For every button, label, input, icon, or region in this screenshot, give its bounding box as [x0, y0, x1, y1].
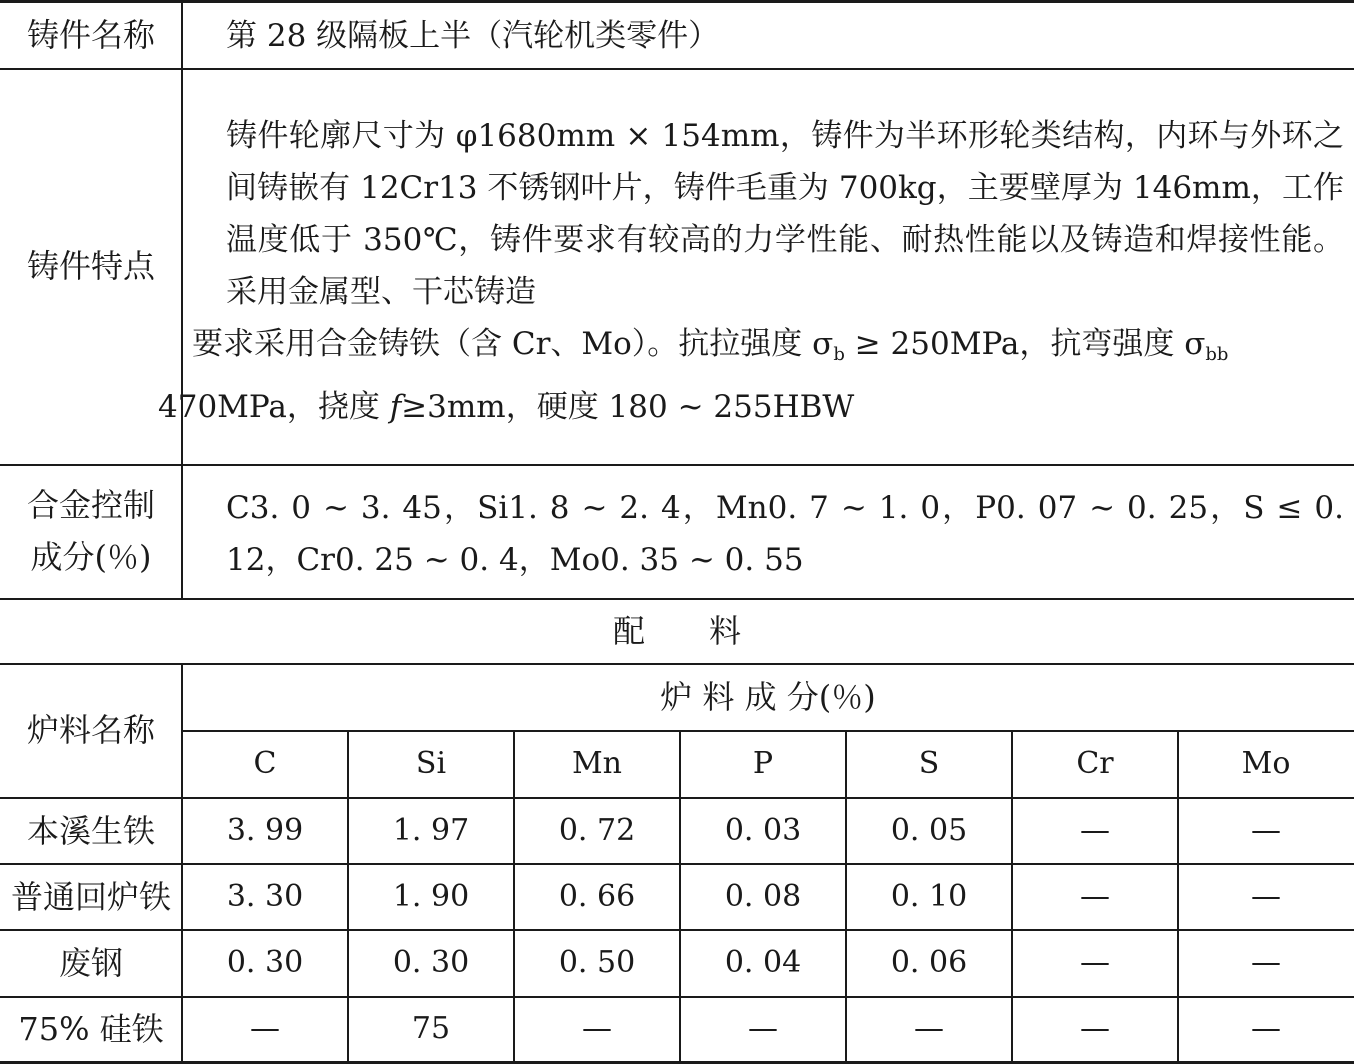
features-text-segment: ≥3mm，硬度 180 ~ 255HBW	[401, 389, 855, 425]
features-text-segment: 470MPa，挠度	[158, 389, 390, 425]
table-cell: 75	[411, 1011, 451, 1046]
table-cell: 0. 04	[724, 945, 802, 980]
table-cell: —	[1080, 945, 1110, 980]
material-name: 废钢	[58, 944, 123, 982]
row-divider	[0, 68, 1354, 70]
features-text-segment: 要求采用合金铸铁（含 Cr、Mo）。抗拉强度 σ	[192, 326, 834, 362]
subscript: b	[833, 344, 845, 365]
table-cell: 0. 66	[558, 878, 636, 914]
table-cell: 0. 03	[724, 812, 802, 848]
alloy-label-line-1: 合金控制	[26, 486, 155, 525]
alloy-control-label	[0, 465, 182, 598]
table-cell: 3. 30	[226, 878, 304, 914]
table-cell: —	[914, 1011, 944, 1046]
subscript: bb	[1205, 344, 1229, 365]
table-cell: 1. 97	[392, 812, 470, 848]
casting-name-label: 铸件名称	[26, 15, 155, 54]
alloy-label-line-2: 成分(％)	[30, 537, 152, 576]
alloy-control-value	[192, 482, 1344, 586]
row-divider	[0, 464, 1354, 466]
table-cell: —	[1080, 878, 1110, 914]
table-cell: —	[1251, 878, 1281, 914]
table-cell: —	[1080, 1011, 1110, 1046]
table-cell: —	[1080, 812, 1110, 848]
column-header-si: Si	[415, 746, 447, 781]
table-cell: 0. 30	[226, 945, 304, 980]
table-top-rule	[0, 0, 1354, 3]
alloy-value-text: C3. 0 ~ 3. 45，Si1. 8 ~ 2. 4，Mn0. 7 ~ 1. 0，P0. 07 ~ 0. 25，S ≤ 0. 12，Cr0. 25 ~ 0. 4，Mo0. 35 ~ 0. 55	[226, 490, 1344, 578]
column-header-c: C	[253, 746, 277, 781]
table-cell: 0. 10	[890, 878, 968, 914]
table-cell: —	[1251, 945, 1281, 980]
table-cell: 0. 05	[890, 812, 968, 848]
material-name: 本溪生铁	[26, 811, 155, 850]
casting-features-label: 铸件特点	[26, 246, 155, 285]
column-header-cr: Cr	[1076, 746, 1114, 781]
material-name: 75% 硅铁	[18, 1010, 164, 1048]
column-header-mn: Mn	[571, 746, 623, 781]
features-paragraph-2	[158, 318, 1344, 433]
column-header-mo: Mo	[1241, 746, 1291, 781]
table-cell: 1. 90	[392, 878, 470, 914]
material-name: 普通回炉铁	[10, 877, 171, 916]
table-cell: 0. 50	[558, 945, 636, 980]
casting-features-text	[158, 110, 1344, 433]
charge-section-title: 配 料	[612, 612, 741, 650]
composition-header: 炉 料 成 分(％)	[660, 678, 876, 716]
deflection-symbol: f	[389, 389, 402, 425]
casting-name-value: 第 28 级隔板上半（汽轮机类零件）	[226, 18, 720, 54]
table-cell: —	[582, 1011, 612, 1046]
table-cell: —	[1251, 1011, 1281, 1046]
features-paragraph-1: 铸件轮廓尺寸为 φ1680mm × 154mm，铸件为半环形轮类结构，内环与外环之间铸嵌有 12Cr13 不锈钢叶片，铸件毛重为 700kg，主要壁厚为 146mm，工作温度低于 350℃，铸件要求有较高的力学性能、耐热性能以及铸造和焊接性能。采用金属型、干芯铸造	[226, 118, 1344, 310]
features-text-segment: ≥ 250MPa，抗弯强度 σ	[844, 326, 1206, 362]
table-cell: —	[1251, 812, 1281, 848]
table-cell: 0. 06	[890, 945, 968, 980]
table-cell: —	[250, 1011, 280, 1046]
table-cell: 0. 30	[392, 945, 470, 980]
table-cell: 0. 08	[724, 878, 802, 914]
table-cell: —	[748, 1011, 778, 1046]
column-header-s: S	[918, 746, 940, 781]
column-header-p: P	[752, 746, 774, 781]
table-cell: 3. 99	[226, 812, 304, 848]
material-name-header: 炉料名称	[26, 710, 155, 749]
table-cell: 0. 72	[558, 812, 636, 848]
